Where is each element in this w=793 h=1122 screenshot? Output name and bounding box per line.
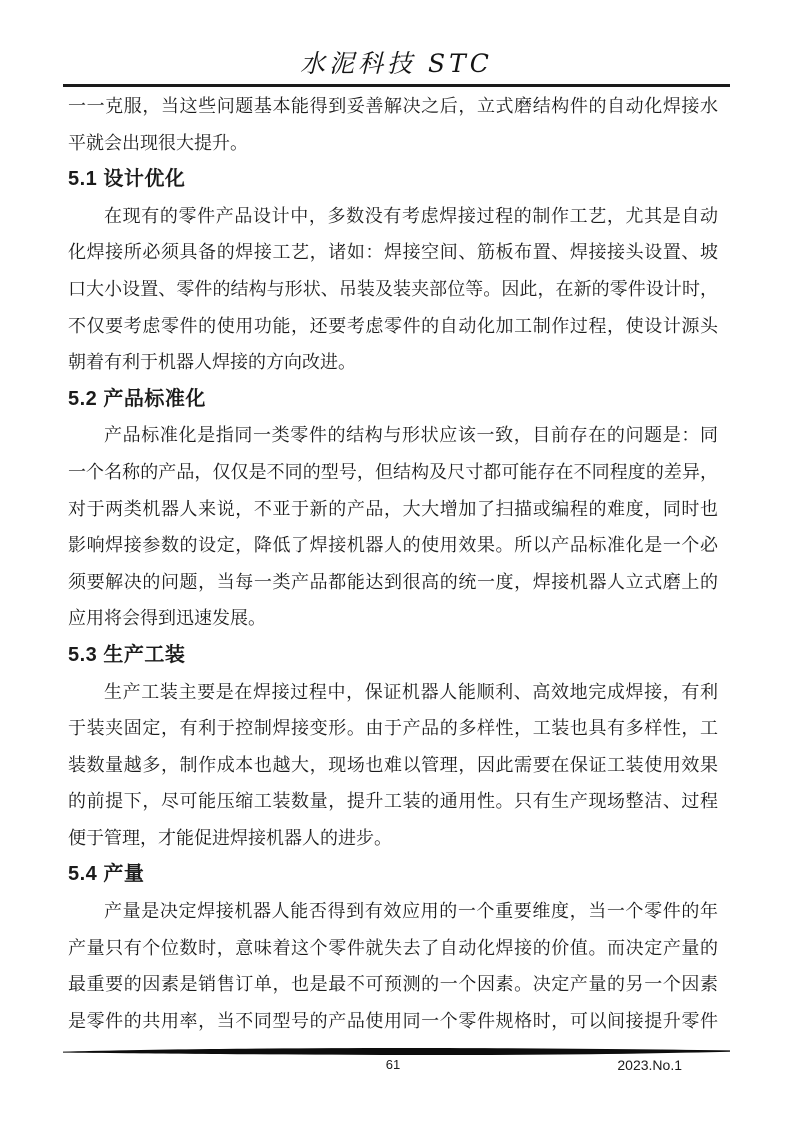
- text-line: 的前提下，尽可能压缩工装数量，提升工装的通用性。只有生产现场整洁、过程: [68, 791, 718, 812]
- text-line: 一个名称的产品，仅仅是不同的型号，但结构及尺寸都可能存在不同程度的差异，: [68, 461, 718, 482]
- text-line: 化焊接所必须具备的焊接工艺，诸如：焊接空间、筋板布置、焊接接头设置、坡: [68, 242, 718, 263]
- text-line: 装数量越多，制作成本也越大，现场也难以管理，因此需要在保证工装使用效果: [68, 754, 718, 775]
- section-heading-5-1: 5.1 设计优化: [68, 168, 186, 191]
- text-line: 一一克服，当这些问题基本能得到妥善解决之后，立式磨结构件的自动化焊接水: [68, 96, 718, 116]
- text-line: 影响焊接参数的设定，降低了焊接机器人的使用效果。所以产品标准化是一个必: [68, 535, 718, 556]
- issue-number: 2023.No.1: [617, 1057, 682, 1073]
- section-heading-5-4: 5.4 产量: [68, 863, 145, 886]
- header-rule: [63, 84, 730, 87]
- text-line: 对于两类机器人来说，不亚于新的产品，大大增加了扫描或编程的难度，同时也: [68, 498, 718, 519]
- text-line: 应用将会得到迅速发展。: [68, 608, 266, 629]
- text-line: 生产工装主要是在焊接过程中，保证机器人能顺利、高效地完成焊接，有利: [104, 681, 718, 702]
- article-body: [68, 88, 718, 1039]
- text-line: 平就会出现很大提升。: [68, 132, 248, 153]
- section-heading-5-3: 5.3 生产工装: [68, 643, 186, 666]
- text-line: 在现有的零件产品设计中，多数没有考虑焊接过程的制作工艺，尤其是自动: [104, 205, 718, 226]
- text-line: 产量是决定焊接机器人能否得到有效应用的一个重要维度，当一个零件的年: [104, 901, 718, 922]
- journal-title: 水泥科技 STC: [300, 49, 493, 78]
- text-line: 产品标准化是指同一类零件的结构与形状应该一致，目前存在的问题是：同: [104, 425, 718, 446]
- footer-rule: [63, 1047, 730, 1057]
- text-line: 产量只有个位数时，意味着这个零件就失去了自动化焊接的价值。而决定产量的: [68, 937, 718, 958]
- page-number: 61: [385, 1057, 401, 1072]
- text-line: 须要解决的问题，当每一类产品都能达到很高的统一度，焊接机器人立式磨上的: [68, 571, 718, 592]
- text-line: 是零件的共用率，当不同型号的产品使用同一个零件规格时，可以间接提升零件: [68, 1010, 718, 1031]
- text-line: 口大小设置、零件的结构与形状、吊装及装夹部位等。因此，在新的零件设计时，: [68, 278, 718, 299]
- text-line: 最重要的因素是销售订单，也是最不可预测的一个因素。决定产量的另一个因素: [68, 974, 718, 995]
- text-line: 不仅要考虑零件的使用功能，还要考虑零件的自动化加工制作过程，使设计源头: [68, 315, 718, 336]
- text-line: 便于管理，才能促进焊接机器人的进步。: [68, 827, 392, 848]
- section-heading-5-2: 5.2 产品标准化: [68, 387, 206, 410]
- text-line: 于装夹固定，有利于控制焊接变形。由于产品的多样性，工装也具有多样性，工: [68, 718, 718, 739]
- text-line: 朝着有利于机器人焊接的方向改进。: [68, 352, 356, 373]
